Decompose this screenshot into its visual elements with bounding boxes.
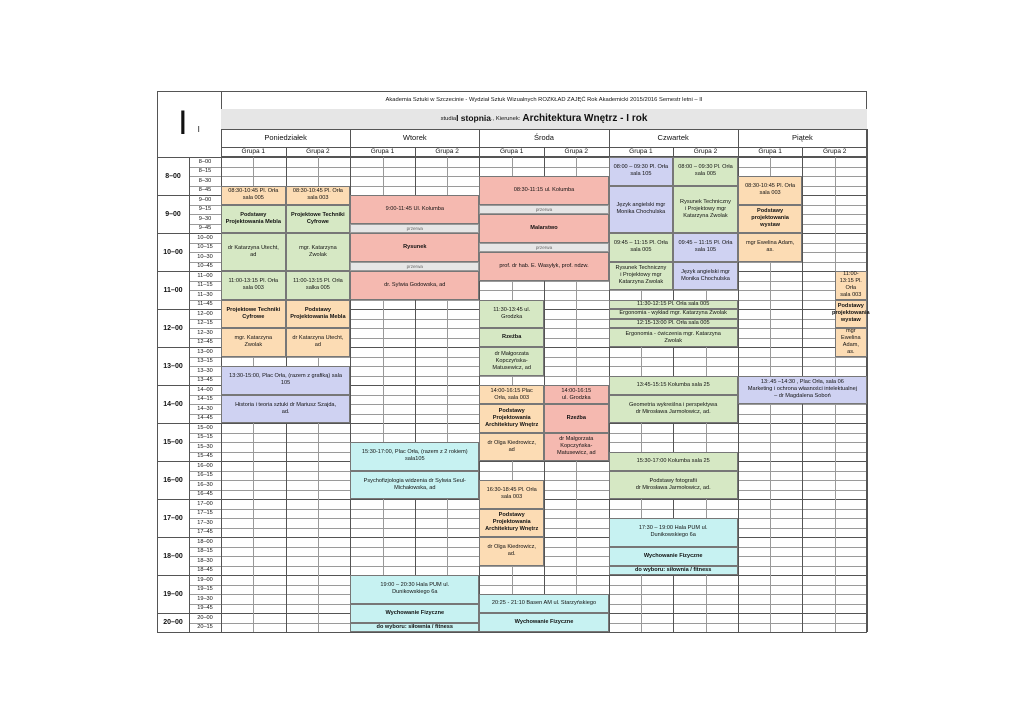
block-line: Wychowanie Fizyczne — [385, 609, 445, 616]
slot-label: 19–00 — [197, 576, 213, 583]
block-line: 09:45 – 11:15 Pl. Orła — [678, 240, 733, 247]
block-line: 9:00-11:45 Ul. Kolumba — [385, 205, 444, 212]
schedule-block — [832, 300, 870, 329]
slot-line — [189, 167, 867, 168]
slot-label: 19–45 — [197, 605, 213, 612]
block-line: 08:30-10:45 Pl. Orła — [745, 183, 796, 190]
block-line: ad — [250, 252, 257, 258]
hour-label: 13–00 — [163, 362, 183, 370]
block-line: Psychofizjologia widzenia dr Sylwia Seul- — [363, 477, 466, 484]
block-line: 08:00 – 09:30 Pl. Orła — [678, 164, 733, 171]
schedule-block — [673, 233, 738, 262]
schedule-block — [286, 186, 351, 205]
block-line: Podstawy — [498, 407, 525, 414]
block-line: 15:30-17:00, Plac Orła, (razem z 2 rokiem) — [361, 449, 468, 456]
schedule-block — [738, 376, 867, 405]
block-line: 105 — [280, 380, 291, 387]
slot-label: 17–30 — [197, 519, 213, 526]
schedule-block — [609, 471, 738, 500]
day-header: Czwartek — [657, 132, 689, 142]
schedule-block — [350, 623, 479, 633]
schedule-block — [221, 395, 350, 424]
time-right — [221, 91, 222, 632]
block-line: 08:30-10:45 Pl. Orła — [228, 188, 279, 195]
block-line: mgr Ewelina Adam, — [745, 240, 795, 247]
block-line: Dunikowskiego 6a — [392, 589, 438, 596]
block-line: Katarzyna Zwolak — [618, 279, 664, 286]
group-header: Grupa 2 — [435, 147, 459, 155]
block-line: 12:15-13:00 Pl. Orła sala 005 — [636, 319, 710, 326]
block-line: Zwolak — [309, 252, 327, 258]
schedule-block — [221, 186, 286, 205]
block-line: mgr. Katarzyna — [299, 245, 337, 252]
schedule-sheet — [157, 91, 870, 632]
slot-label: 15–15 — [197, 434, 213, 441]
block-line: Matusewicz, ad — [557, 450, 596, 457]
slot-label: 16–30 — [197, 481, 213, 488]
schedule-block — [479, 594, 608, 613]
block-line: 11:00-13:15 Pl. Orła — [293, 278, 343, 285]
block-line: 09:45 – 11:15 Pl. Orła — [613, 240, 668, 247]
hour-label: 17–00 — [163, 514, 183, 522]
block-line: dr Małgorzata — [559, 436, 594, 443]
schedule-block — [221, 205, 286, 234]
slot-label: 19–15 — [197, 586, 213, 593]
slot-label: 15–30 — [197, 443, 213, 450]
block-line: 11:30-12:15 Pl. Orła sala 005 — [637, 300, 710, 307]
slot-label: 12–45 — [197, 339, 213, 346]
slot-label: 10–15 — [197, 244, 213, 251]
block-line: mgr. Katarzyna — [234, 335, 273, 342]
slot-label: 17–15 — [197, 510, 213, 517]
hour-label: 20–00 — [163, 619, 183, 626]
schedule-block — [479, 347, 544, 376]
block-line: Michałowska, ad — [394, 484, 436, 491]
schedule-block — [479, 252, 608, 281]
hour-line — [157, 632, 867, 633]
slot-label: 17–00 — [197, 500, 213, 507]
big-mark: I — [178, 104, 188, 143]
block-line: Projektowania — [492, 519, 531, 526]
hour-label: 19–00 — [163, 590, 183, 598]
slot-label: 16–15 — [197, 472, 213, 479]
break-bar: przerwa — [479, 243, 608, 253]
group-header: Grupa 1 — [758, 147, 782, 155]
schedule-block — [673, 186, 738, 234]
slot-label: 13–15 — [197, 358, 213, 365]
block-line: dr Mirosława Jarmołowicz, ad. — [635, 484, 711, 491]
block-line: Rysunek — [403, 243, 427, 250]
schedule-block — [544, 385, 609, 404]
block-line: sala105 — [404, 456, 425, 463]
schedule-block — [286, 300, 351, 329]
slot-line — [189, 566, 867, 567]
block-line: 19:00 – 20:30 Hala PUM ul. — [380, 582, 450, 589]
schedule-block — [738, 176, 803, 205]
group-header: Grupa 2 — [306, 147, 330, 155]
schedule-block — [350, 604, 479, 623]
schedule-block — [609, 300, 738, 310]
block-line: Projektowania — [492, 414, 531, 421]
slot-label: 11–00 — [197, 272, 213, 279]
block-line: 17:30 – 19:00 Hala PUM ul. — [638, 525, 708, 532]
block-line: prof. dr hab. E. Wasyłyk, prof. ndzw. — [499, 262, 589, 269]
block-line: ad. — [281, 408, 290, 415]
slot-label: 11–15 — [197, 282, 213, 289]
study-prefix: studia — [440, 115, 457, 122]
block-line: Podstawy — [304, 306, 331, 313]
block-line: salka 005 — [305, 285, 330, 292]
block-line: dr Małgorzata — [494, 350, 529, 357]
group-header: Grupa 2 — [564, 147, 589, 155]
block-line: Język angielski mgr — [681, 268, 730, 275]
block-line: Dunikowskiego 6a — [650, 532, 696, 539]
block-line: as. — [847, 349, 855, 356]
schedule-block — [673, 262, 738, 291]
schedule-block — [609, 547, 738, 566]
block-line: dr. Sylwia Godowska, ad — [384, 281, 446, 288]
schedule-block — [221, 233, 286, 271]
block-line: Cyfrowe — [242, 313, 265, 320]
schedule-block — [479, 537, 544, 566]
block-line: 08:30-10:45 Pl. Orła — [292, 188, 343, 195]
block-line: sala 005 — [694, 171, 717, 178]
slot-label: 18–45 — [197, 567, 213, 574]
break-bar: przerwa — [350, 262, 479, 272]
slot-label: 13–00 — [197, 348, 213, 355]
schedule-block — [350, 471, 479, 500]
slot-label: 19–30 — [197, 595, 213, 602]
block-line: Architektury Wnętrz — [485, 421, 539, 428]
block-line: Rzeźba — [566, 414, 586, 421]
slot-label: 8–30 — [198, 177, 212, 184]
schedule-block — [835, 271, 867, 300]
schedule-block — [221, 366, 350, 395]
slot-label: 14–30 — [197, 405, 213, 412]
slot-label: 20–00 — [197, 614, 213, 621]
schedule-block — [286, 271, 351, 300]
block-line: Grodzka — [501, 313, 523, 320]
block-line: dr Mirosława Jarmołowicz, ad. — [635, 408, 711, 415]
slot-label: 13–30 — [197, 367, 213, 374]
slot-label: 9–30 — [198, 215, 212, 222]
slot-label: 15–00 — [197, 424, 213, 431]
schedule-block — [479, 300, 544, 329]
slot-label: 10–00 — [197, 234, 213, 241]
block-line: 11:00-13:15 Pl. Orła — [228, 278, 279, 285]
block-line: i Projektowy mgr — [620, 272, 662, 279]
study-mid: ., Kierunek: — [491, 115, 521, 122]
slot-label: 17–45 — [197, 529, 213, 536]
day-divider — [867, 129, 868, 632]
block-line: sala 105 — [630, 171, 652, 178]
block-line: Kopczyńska- — [560, 443, 593, 450]
block-line: ad — [508, 446, 515, 453]
schedule-block — [221, 300, 286, 329]
block-line: Kopczyńska- — [495, 357, 528, 364]
block-line: 13:30-15:00, Plac Orła, (razem z grafiką) sala — [229, 373, 343, 380]
block-line: Wychowanie Fizyczne — [643, 552, 703, 559]
block-line: Rysunek Techniczny — [680, 198, 731, 205]
block-line: Cyfrowe — [306, 218, 329, 225]
block-line: mgr Ewelina Adam, — [841, 328, 861, 349]
block-line: Geometria wykreślna i perspektywa — [629, 401, 718, 408]
group-header: Grupa 1 — [629, 147, 653, 155]
program-line — [221, 109, 867, 129]
block-line: Monika Chochulska — [616, 209, 666, 216]
schedule-block — [479, 613, 608, 632]
small-mark: I — [197, 125, 200, 135]
slot-label: 20–15 — [197, 624, 213, 631]
block-line: wystaw — [840, 317, 861, 324]
block-line: Monika Chochulska — [681, 275, 730, 282]
program-name: Architektura Wnętrz - I rok — [522, 113, 648, 125]
slot-label: 10–30 — [197, 253, 213, 260]
block-line: 14:00-16:15 — [561, 387, 592, 394]
block-line: Orła, sala 003 — [494, 394, 530, 401]
schedule-block — [738, 233, 803, 262]
block-line: Rysunek Techniczny — [615, 265, 667, 272]
block-line: do wyboru: siłownia / fitness — [376, 623, 454, 630]
slot-line — [189, 585, 867, 586]
day-header: Środa — [533, 132, 554, 142]
slot-line — [189, 471, 867, 472]
hour-label: 16–00 — [163, 476, 183, 484]
schedule-block — [609, 395, 738, 424]
block-line: Podstawy — [837, 303, 864, 310]
block-line: dr Katarzyna Utecht, — [292, 335, 344, 342]
block-line: i Projektowy mgr — [684, 205, 727, 212]
block-line: Podstawy — [498, 512, 525, 519]
block-line: sala 003 — [307, 195, 329, 201]
break-bar: przerwa — [479, 205, 608, 215]
slot-label: 18–15 — [197, 548, 213, 555]
block-line: projektowania — [832, 310, 870, 317]
slot-label: 14–15 — [197, 396, 213, 403]
block-line: Projektowania Mebla — [290, 313, 346, 320]
schedule-block — [479, 480, 544, 509]
slot-label: 12–30 — [197, 329, 213, 336]
hour-label: 8–00 — [165, 172, 181, 180]
block-line: 08:30-11:15 ul. Kolumba — [513, 186, 575, 193]
slot-label: 16–45 — [197, 491, 213, 498]
outer-right — [866, 91, 867, 632]
slot-label: 9–45 — [198, 225, 212, 232]
schedule-block — [479, 509, 544, 538]
slot-label: 15–45 — [197, 453, 213, 460]
slot-label: 8–45 — [198, 187, 212, 194]
block-line: Projektowania Mebla — [225, 218, 281, 225]
block-line: dr Olga Kiedrowicz, — [487, 439, 536, 446]
block-line: Marketing i ochrona własności intelektualnej — [747, 386, 857, 393]
schedule-block — [286, 233, 351, 271]
slot-label: 9–00 — [198, 196, 212, 203]
hour-label: 14–00 — [163, 400, 183, 408]
schedule-block — [350, 442, 479, 471]
schedule-block — [609, 157, 674, 186]
schedule-block — [479, 176, 608, 205]
block-line: Zwolak — [664, 337, 683, 344]
block-line: Ergonomia - ćwiczenia mgr. Katarzyna — [625, 330, 721, 337]
block-line: ad — [314, 342, 321, 349]
block-line: sala 003 — [501, 494, 523, 501]
slot-label: 9–15 — [198, 206, 212, 213]
block-line: as. — [766, 247, 774, 254]
schedule-block — [479, 214, 608, 243]
block-line: sala 003 — [840, 292, 862, 299]
schedule-block — [609, 262, 674, 291]
slot-label: 16–00 — [197, 462, 213, 469]
schedule-block — [609, 233, 674, 262]
schedule-block — [350, 575, 479, 604]
schedule-block — [609, 566, 738, 576]
slot-label: 14–00 — [197, 386, 213, 393]
slot-label: 8–00 — [198, 158, 212, 165]
block-line: dr Katarzyna Utecht, — [227, 245, 279, 252]
hour-label: 18–00 — [163, 552, 183, 560]
block-line: 13:45-15:15 Kolumba sala 25 — [636, 381, 710, 388]
schedule-block — [479, 433, 544, 462]
block-line: Katarzyna Zwolak — [683, 212, 728, 219]
schedule-block — [609, 376, 738, 395]
schedule-block — [350, 195, 479, 224]
block-line: Projektowe Techniki — [291, 211, 345, 218]
slot-label: 13–45 — [197, 377, 213, 384]
hour-label: 15–00 — [163, 438, 183, 446]
schedule-block — [350, 271, 479, 300]
block-line: wystaw — [760, 222, 781, 229]
block-line: ad. — [507, 551, 516, 558]
block-line: Rzeźba — [502, 334, 522, 340]
block-line: projektowania — [751, 215, 789, 222]
day-header: Poniedziałek — [264, 132, 307, 142]
schedule-block — [350, 233, 479, 262]
slot-label: 8–15 — [198, 168, 212, 175]
block-line: Podstawy — [240, 211, 267, 218]
schedule-block — [609, 309, 738, 319]
hour-label: 10–00 — [163, 248, 183, 256]
university-title: Akademia Sztuki w Szczecinie - Wydział Sztuk Wizualnych ROZKŁAD ZAJĘĆ Rok Akademicki 2015/2016 Semestr letni – II — [385, 96, 703, 103]
block-line: sala 003 — [242, 285, 264, 292]
block-line: – dr Magdalena Soboń — [774, 393, 831, 400]
block-line: 13:.45 –14:30 , Plac Orła, sala 06 — [760, 379, 844, 386]
group-header: Grupa 2 — [693, 147, 718, 155]
block-line: Podstawy fotografii — [649, 477, 697, 484]
block-line: Język angielski mgr — [616, 202, 666, 209]
slot-label: 12–00 — [197, 310, 213, 317]
block-line: Historia i teoria sztuki dr Mariusz Szajda, — [235, 401, 337, 408]
schedule-block — [479, 404, 544, 433]
day-header: Wtorek — [402, 132, 427, 142]
schedule-block — [738, 205, 803, 234]
group-header: Grupa 1 — [499, 147, 524, 155]
block-line: 14:00-16:15 Plac — [490, 387, 533, 394]
block-line: 11:00-13:15 Pl. Orła — [839, 271, 862, 292]
schedule-block — [609, 518, 738, 547]
schedule-block — [609, 328, 738, 347]
block-line: 20:25 - 21:10 Basen AM ul. Starzyńskiego — [491, 600, 597, 606]
slot-label: 11–30 — [197, 291, 213, 298]
block-line: Projektowe Techniki — [226, 306, 281, 313]
schedule-block — [609, 186, 674, 234]
schedule-block — [221, 271, 286, 300]
block-line: Architektury Wnętrz — [485, 526, 539, 533]
hour-label: 12–00 — [163, 324, 183, 332]
schedule-block — [609, 452, 738, 471]
block-line: do wyboru: siłownia / fitness — [634, 566, 712, 573]
slot-label: 11–45 — [197, 301, 213, 308]
block-line: Zwolak — [244, 342, 263, 349]
block-line: sala 005 — [242, 195, 264, 201]
schedule-block — [609, 319, 738, 329]
block-line: 15:30-17:00 Kolumba sala 25 — [636, 457, 710, 464]
block-line: 11:30-13:45 ul. — [493, 306, 531, 313]
group-header: Grupa 1 — [370, 147, 395, 155]
block-line: Malarstwo — [530, 224, 558, 231]
slot-label: 10–45 — [197, 263, 213, 270]
block-line: ul. Grodzka — [561, 394, 591, 401]
slot-label: 12–15 — [197, 320, 213, 327]
schedule-block — [479, 385, 544, 404]
block-line: 08:00 – 09:30 Pl. Orła — [613, 164, 669, 171]
group-header: Grupa 2 — [822, 147, 847, 155]
hour-label: 9–00 — [165, 210, 181, 218]
day-header: Piątek — [791, 132, 813, 142]
block-line: Ergonomia - wykład mgr. Katarzyna Zwolak — [619, 310, 727, 317]
group-header: Grupa 1 — [241, 147, 266, 155]
block-line: 16:30-18:45 Pl. Orła — [486, 487, 537, 494]
block-line: sala 005 — [630, 247, 652, 254]
schedule-block — [544, 433, 609, 462]
schedule-block — [835, 328, 867, 357]
schedule-block — [479, 328, 544, 347]
schedule-block — [544, 404, 609, 433]
block-line: dr Olga Kiedrowicz, — [487, 544, 536, 551]
year-mark — [157, 91, 221, 157]
schedule-block — [673, 157, 738, 186]
block-line: Podstawy — [757, 208, 784, 215]
break-bar: przerwa — [350, 224, 479, 234]
hour-label: 11–00 — [163, 286, 183, 294]
block-line: Wychowanie Fizyczne — [514, 619, 574, 625]
schedule-block — [221, 328, 286, 357]
slot-label: 18–00 — [197, 538, 213, 545]
block-line: sala 003 — [759, 190, 781, 197]
schedule-block — [286, 205, 351, 234]
slot-label: 18–30 — [197, 557, 213, 564]
block-line: sala 105 — [694, 247, 717, 254]
schedule-block — [286, 328, 351, 357]
study-level: I stopnia — [456, 113, 492, 124]
block-line: Matusewicz, ad — [492, 364, 531, 371]
slot-label: 14–45 — [197, 415, 213, 422]
